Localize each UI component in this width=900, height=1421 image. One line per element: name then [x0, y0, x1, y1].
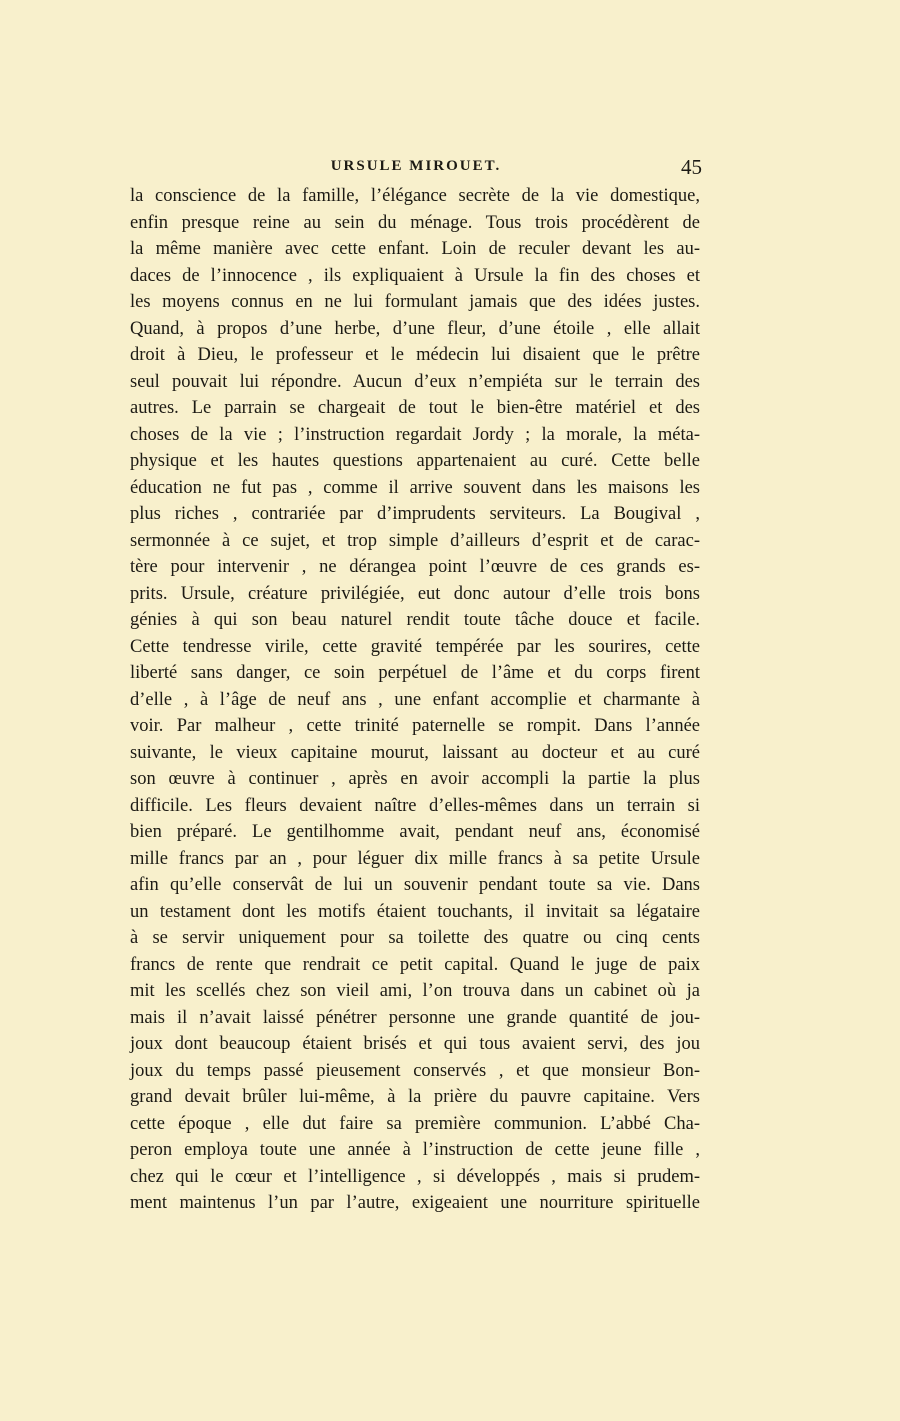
text-line: son œuvre à continuer , après en avoir accompli la partie la plus	[130, 769, 700, 789]
text-line: grand devait brûler lui-même, à la prière du pauvre capitaine. Vers	[130, 1087, 700, 1107]
text-line: physique et les hautes questions appartenaient au curé. Cette belle	[130, 451, 700, 471]
page-number: 45	[681, 155, 702, 179]
text-line: mille francs par an , pour léguer dix mille francs à sa petite Ursule	[130, 848, 700, 869]
text-line: chez qui le cœur et l’intelligence , si développés , mais si prudem-	[130, 1166, 700, 1187]
text-line: choses de la vie ; l’instruction regardait Jordy ; la morale, la méta-	[130, 424, 700, 445]
text-line: un testament dont les motifs étaient touchants, il invitait sa légataire	[130, 901, 700, 922]
text-line: daces de l’innocence , ils expliquaient à Ursule la fin des choses et	[130, 265, 700, 286]
text-line: joux dont beaucoup étaient brisés et qui tous avaient servi, des jou	[130, 1034, 700, 1054]
text-line: tère pour intervenir , ne dérangea point l’œuvre de ces grands es-	[130, 557, 700, 577]
page-body-text	[130, 183, 700, 1217]
text-line: Quand, à propos d’une herbe, d’une fleur, d’une étoile , elle allait	[130, 318, 700, 339]
text-line: ment maintenus l’un par l’autre, exigeaient une nourriture spirituelle	[130, 1193, 700, 1213]
text-line: prits. Ursule, créature privilégiée, eut donc autour d’elle trois bons	[130, 583, 700, 604]
text-line: cette époque , elle dut faire sa première communion. L’abbé Cha-	[130, 1113, 700, 1134]
text-line: difficile. Les fleurs devaient naître d’elles-mêmes dans un terrain si	[130, 795, 700, 816]
text-line: mit les scellés chez son vieil ami, l’on trouva dans un cabinet où ja	[130, 981, 700, 1001]
text-line: Cette tendresse virile, cette gravité tempérée par les sourires, cette	[130, 636, 700, 657]
text-line: les moyens connus en ne lui formulant jamais que des idées justes.	[130, 292, 700, 312]
text-line: suivante, le vieux capitaine mourut, laissant au docteur et au curé	[130, 742, 700, 763]
text-line: autres. Le parrain se chargeait de tout le bien-être matériel et des	[130, 398, 700, 418]
text-line: d’elle , à l’âge de neuf ans , une enfant accomplie et charmante à	[130, 689, 700, 710]
text-line: francs de rente que rendrait ce petit capital. Quand le juge de paix	[130, 954, 700, 975]
text-line: génies à qui son beau naturel rendit toute tâche douce et facile.	[130, 610, 700, 630]
text-line: éducation ne fut pas , comme il arrive souvent dans les maisons les	[130, 477, 700, 498]
text-line: liberté sans danger, ce soin perpétuel de l’âme et du corps firent	[130, 663, 700, 683]
running-title: URSULE MIROUET.	[330, 158, 502, 174]
text-line: voir. Par malheur , cette trinité paternelle se rompit. Dans l’année	[130, 716, 700, 736]
text-line: enfin presque reine au sein du ménage. Tous trois procédèrent de	[130, 212, 700, 233]
text-line: à se servir uniquement pour sa toilette des quatre ou cinq cents	[130, 928, 700, 948]
text-line: seul pouvait lui répondre. Aucun d’eux n’empiéta sur le terrain des	[130, 371, 700, 392]
text-line: afin qu’elle conservât de lui un souvenir pendant toute sa vie. Dans	[130, 875, 700, 895]
text-line: droit à Dieu, le professeur et le médecin lui disaient que le prêtre	[130, 345, 700, 365]
text-line: sermonnée à ce sujet, et trop simple d’ailleurs d’esprit et de carac-	[130, 530, 700, 551]
text-line: la même manière avec cette enfant. Loin de reculer devant les au-	[130, 239, 700, 259]
text-line: joux du temps passé pieusement conservés , et que monsieur Bon-	[130, 1060, 700, 1081]
text-line: mais il n’avait laissé pénétrer personne une grande quantité de jou-	[130, 1007, 700, 1028]
text-line: bien préparé. Le gentilhomme avait, pendant neuf ans, économisé	[130, 822, 700, 842]
text-line: peron employa toute une année à l’instruction de cette jeune fille ,	[130, 1140, 700, 1160]
page-header	[130, 155, 702, 181]
text-line: plus riches , contrariée par d’imprudents serviteurs. La Bougival ,	[130, 504, 700, 524]
text-line: la conscience de la famille, l’élégance secrète de la vie domestique,	[130, 186, 700, 206]
